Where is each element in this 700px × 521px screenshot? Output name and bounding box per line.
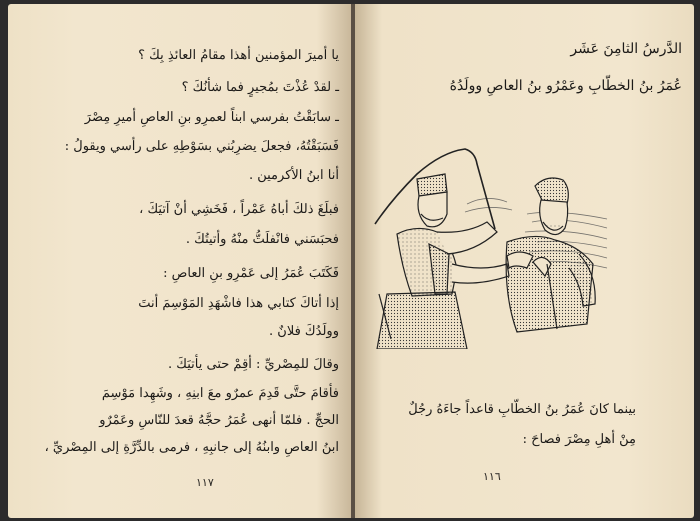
text-line: يا أميرَ المؤمنين أهذا مقامُ العائذِ بِكَ ؟	[138, 48, 339, 63]
text-line: ـ سابَقْتُ بفرسي ابناً لعمرِو بنِ العاصِ أميرِ مِصْرَ	[84, 110, 339, 125]
illustration-whipping-scene	[357, 144, 609, 349]
page-number: ١١٧	[196, 476, 214, 489]
lesson-subtitle: عُمَرُ بنُ الخطّابِ وعَمْرُو بنُ العاصِ وولَدُهُ	[449, 78, 682, 94]
text-line: فَسَبَقْتُهُ، فجعلَ يضرِبُني بسَوْطِهِ على رأسي ويقولُ :	[64, 139, 339, 154]
text-line: ابنُ العاصِ وابنُهُ إلى جانبِهِ ، فرمى بالدِّرَّةِ إلى المِصْريِّ ،	[44, 440, 339, 455]
text-line: بينما كانَ عُمَرُ بنُ الخطّابِ قاعداً جاءَهُ رجُلٌ	[408, 402, 636, 417]
text-line: فَكَتَبَ عُمَرُ إلى عَمْرِو بنِ العاصِ :	[163, 266, 339, 281]
text-line: ـ لقدْ عُذْتَ بمُجيرٍ فما شأنُكَ ؟	[181, 80, 339, 95]
page-number: ١١٦	[483, 470, 501, 483]
text-line: فبلَغَ ذلكَ أباهُ عَمْراً ، فَخَشِي أنْ آتيَكَ ،	[139, 202, 339, 217]
text-line: مِنْ أهلِ مِصْرَ فصاحَ :	[522, 432, 636, 447]
text-line: إذا أتاكَ كتابي هذا فاشْهَدِ المَوْسِمَ أنتَ	[138, 296, 339, 311]
text-line: فأقامَ حتَّى قَدِمَ عمرٌو معَ ابنِهِ ، وشَهِدا مَوْسِمَ	[101, 386, 339, 401]
text-line: أنا ابنُ الأكرمين .	[248, 168, 339, 183]
open-book	[8, 4, 694, 518]
right-page	[355, 4, 694, 518]
text-line: الحجِّ . فلمّا أنهى عُمَرُ حجَّهُ قعدَ للنّاسِ وعَمْرٌو	[99, 413, 339, 428]
left-page	[8, 4, 351, 518]
text-line: وولَدُكَ فلانٌ .	[269, 324, 339, 339]
text-line: فحبَسَني فانْفلَتُّ منْهُ وأتيتُكَ .	[185, 232, 339, 247]
lesson-title: الدَّرسُ الثامِنَ عَشَر	[570, 41, 682, 57]
text-line: وقالَ للمِصْريِّ : أقِمْ حتى يأتيَكَ .	[168, 357, 339, 372]
